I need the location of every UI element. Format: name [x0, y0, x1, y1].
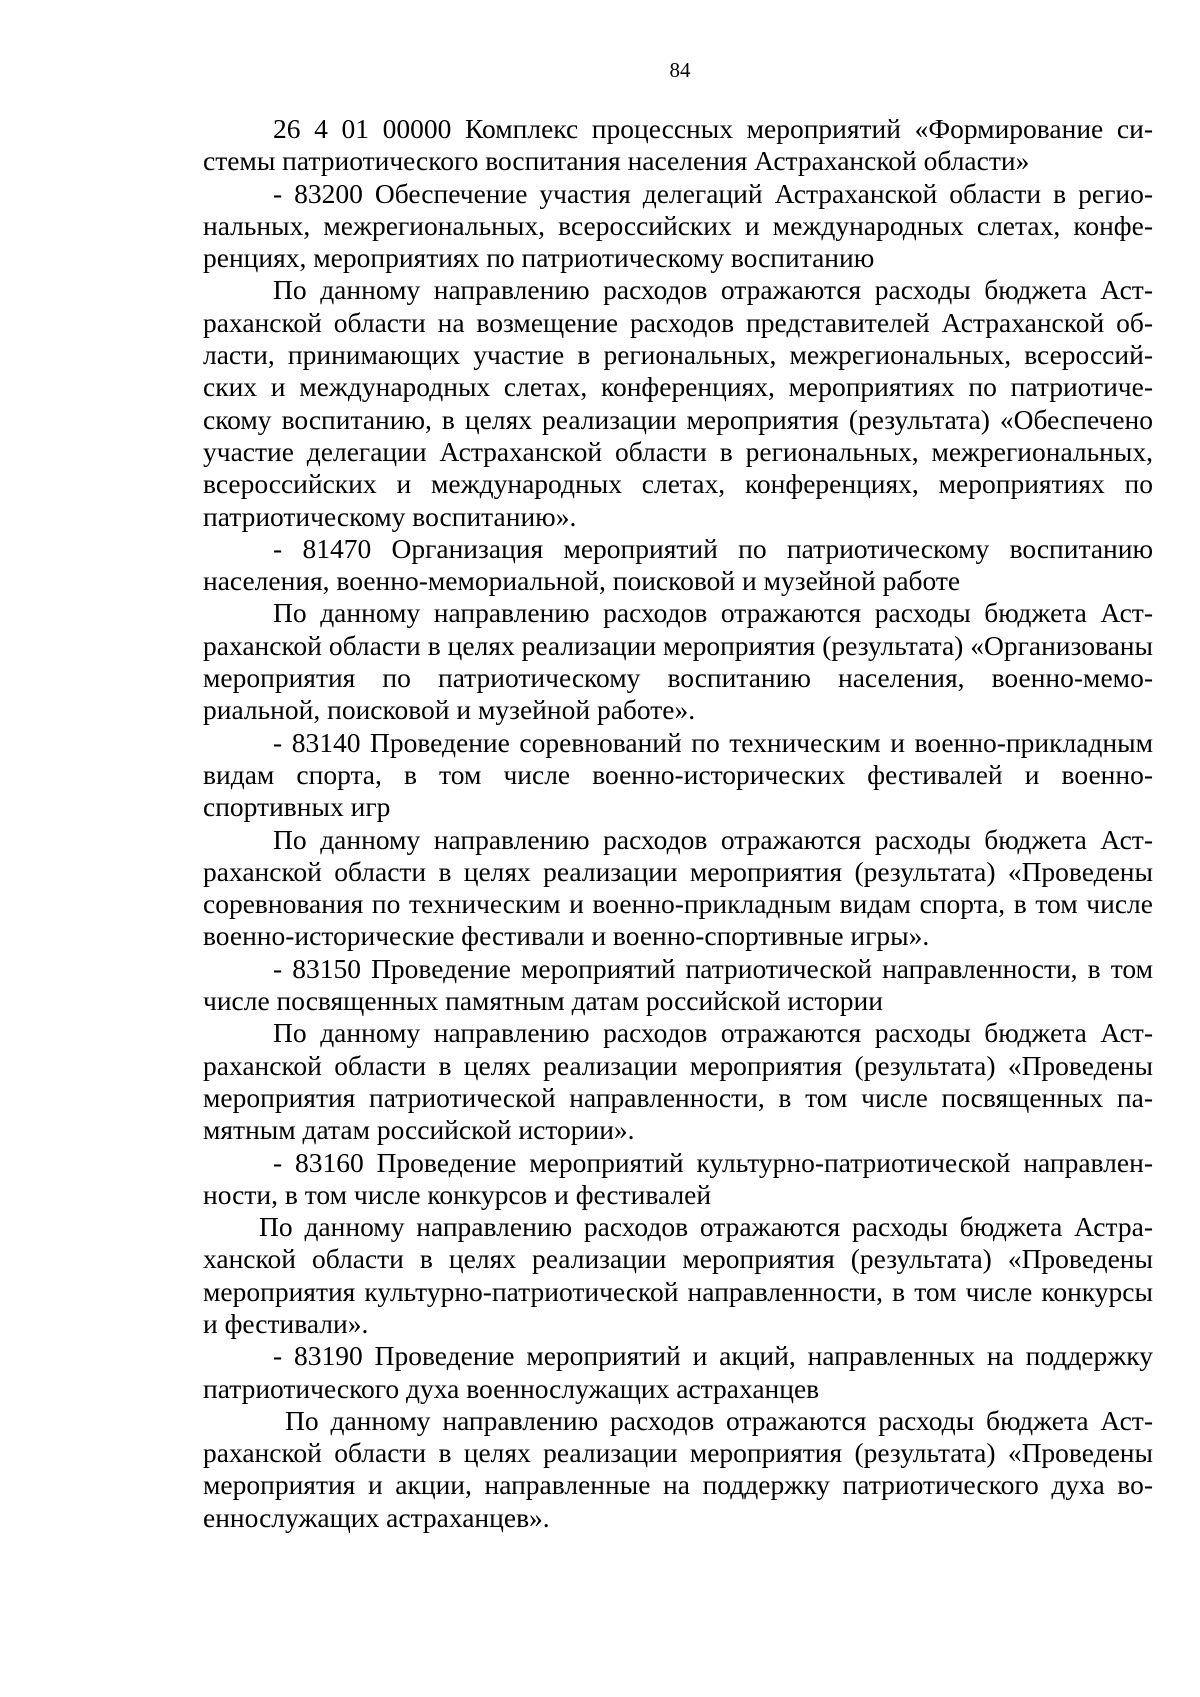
expense-item-83200: - 83200 Обеспечение участия делегаций Астраханской области в региональных, межрегиональных, всероссийских и международных слетах, конференциях, мероприятиях по патриотическому воспитанию [203, 177, 1153, 274]
expense-item-83160: - 83160 Проведение мероприятий культурно-патриотической направленности, в том числе конкурсов и фестивалей [203, 1146, 1153, 1210]
expense-description-83150: По данному направлению расходов отражаются расходы бюджета Астраханской области в целях реализации мероприятия (результата) «Проведены мероприятия патриотической направленности, в том числе посвященных памятным датам российской истории». [203, 1017, 1153, 1146]
page-number: 84 [669, 58, 691, 82]
expense-item-81470: - 81470 Организация мероприятий по патриотическому воспитанию населения, военно-мемориальной, поисковой и музейной работе [203, 532, 1153, 597]
expense-description-83200: По данному направлению расходов отражаются расходы бюджета Астраханской области на возмещение расходов представителей Астраханской области, принимающих участие в региональных, межрегиональных, всероссийских и международных слетах, конференциях, мероприятиях по патриотическому воспитанию, в целях реализации мероприятия (результата) «Обеспечено участие делегации Астраханской области в региональных, межрегиональных, всероссийских и международных слетах, конференциях, мероприятиях по патриотическому воспитанию». [203, 274, 1153, 532]
expense-description-83140: По данному направлению расходов отражаются расходы бюджета Астраханской области в целях реализации мероприятия (результата) «Проведены соревнования по техническим и военно-прикладным видам спорта, в том числе военно-исторические фестивали и военно-спортивные игры». [203, 823, 1153, 952]
expense-description-83160: По данному направлению расходов отражаются расходы бюджета Астраханской области в целях реализации мероприятия (результата) «Проведены мероприятия культурно-патриотической направленности, в том числе конкурсы и фестивали». [203, 1211, 1153, 1339]
expense-item-83190: - 83190 Проведение мероприятий и акций, направленных на поддержку патриотического духа военнослужащих астраханцев [203, 1340, 1153, 1404]
section-heading: 26 4 01 00000 Комплекс процессных мероприятий «Формирование системы патриотического воспитания населения Астраханской области» [203, 113, 1153, 177]
expense-item-83150: - 83150 Проведение мероприятий патриотической направленности, в том числе посвященных памятным датам российской истории [203, 952, 1153, 1017]
document-body [203, 113, 1153, 1534]
expense-description-81470: По данному направлению расходов отражаются расходы бюджета Астраханской области в целях реализации мероприятия (результата) «Организованы мероприятия по патриотическому воспитанию населения, военно-мемориальной, поисковой и музейной работе». [203, 597, 1153, 726]
expense-item-83140: - 83140 Проведение соревнований по техническим и военно-прикладным видам спорта, в том числе военно-исторических фестивалей и военно-спортивных игр [203, 726, 1153, 823]
expense-description-83190: По данному направлению расходов отражаются расходы бюджета Астраханской области в целях реализации мероприятия (результата) «Проведены мероприятия и акции, направленные на поддержку патриотического духа военнослужащих астраханцев». [203, 1404, 1153, 1533]
